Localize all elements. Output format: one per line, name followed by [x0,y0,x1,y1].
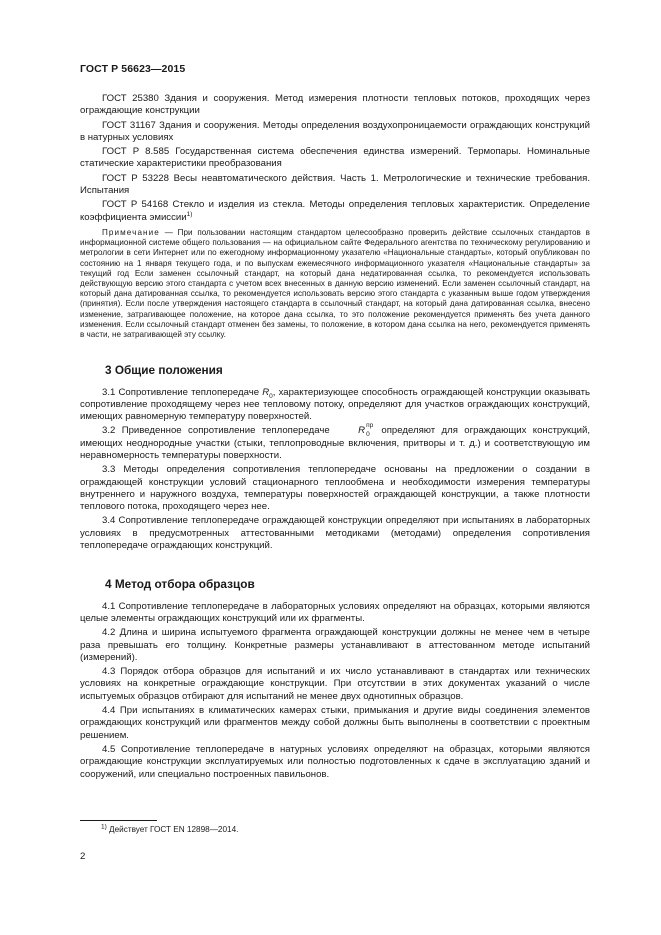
paragraph-4-1: 4.1 Сопротивление теплопередаче в лабораторных условиях определяют на образцах, которыми являются целые элементы ограждающих конструкций или их фрагменты. [80,600,590,624]
symbol-r: R [358,425,366,437]
paragraph-text: , характеризующее способность ограждающей конструкции оказывать сопротивление проходящему через нее тепловому потоку, определяют для участков ограждающих конструкций, имеющих равномерную температуру поверхностей. [80,386,590,423]
symbol-subscript: 0 [269,392,273,400]
symbol-superscript: пр [366,422,374,430]
footnote-marker: 1) [186,210,193,218]
symbol-subscript: 0 [366,431,370,439]
document-body [80,93,590,783]
footnote-divider [80,820,157,821]
page-number: 2 [80,851,86,862]
document-header: ГОСТ Р 56623—2015 [80,63,186,75]
reference-gost-r-53228: ГОСТ Р 53228 Весы неавтоматического действия. Часть 1. Метрологические и технические требования. Испытания [80,172,590,197]
reference-gost-r-54168 [80,199,590,224]
reference-gost-r-8-585: ГОСТ Р 8.585 Государственная система обеспечения единства измерений. Термопары. Номинальные статические характеристики преобразования [80,146,590,170]
paragraph-3-4: 3.4 Сопротивление теплопередаче ограждающей конструкции определяют при испытаниях в лабораторных условиях в предусмотренных аттестованными методиками (методами) определения сопротивления теплопередаче ограждающих конструкций. [80,515,590,552]
section-4-heading: 4 Метод отбора образцов [105,577,255,592]
reference-gost-31167: ГОСТ 31167 Здания и сооружения. Методы определения воздухопроницаемости ограждающих конструкций в натурных условиях [80,119,590,143]
note-text: — При пользовании настоящим стандартом целесообразно проверить действие ссылочных стандартов в информационной системе общего пользования — на официальном сайте Федерального агентства по техническому регулированию и метрологии в сети Интернет или по ежегодному информационному указателю «Национальные стандарты», который опубликован по состоянию на 1 января текущего года, и по выпускам ежемесячного информационного указателя «Национальные стандарты» за текущий год Если заменен ссылочный стандарт, на который дана недатированная ссылка, то рекомендуется использовать действующую версию этого стандарта с учетом всех внесенных в данную версию изменений. Если заменен ссылочный стандарт, на который дана датированная ссылка, то рекомендуется использовать версию этого стандарта с указанным выше годом утверждения (принятия). Если после утверждения настоящего стандарта в ссылочный стандарт, на который дана датированная ссылка, внесено изменение, затрагивающее положение, на которое дана ссылка, то это положение рекомендуется применять без учета данного изменения. Если ссылочный стандарт отменен без замены, то положение, в котором дана ссылка на него, рекомендуется применять в части, не затрагивающей эту ссылку. [80,227,590,339]
reference-text: ГОСТ Р 54168 Стекло и изделия из стекла. Методы определения тепловых характеристик. Определение коэффициента эмиссии [80,199,590,223]
paragraph-text: 3.1 Сопротивление теплопередаче [102,386,263,398]
paragraph-4-4: 4.4 При испытаниях в климатических камерах стыки, примыкания и другие виды соединения элементов ограждающих конструкций или фрагментов между собой должны быть выполнены в соответствии с проектным решением. [80,705,590,741]
symbol-r-reduced [336,422,375,439]
note-block [80,228,590,340]
paragraph-4-3: 4.3 Порядок отбора образцов для испытаний и их число устанавливают в стандартах или технических условиях на конкретные ограждающие конструкции. При отсутствии в этих документах указаний о числе испытуемых образцов отбирают для испытаний не менее двух однотипных образцов. [80,666,590,702]
paragraph-text: 3.2 Приведенное сопротивление теплопередаче [102,425,337,437]
symbol-r: R [262,386,270,398]
paragraph-4-5: 4.5 Сопротивление теплопередаче в натурных условиях определяют на образцах, которыми являются ограждающие конструкции эксплуатируемых или полностью подготовленных к сдаче в эксплуатацию зданий и сооружений, или специально построенных павильонов. [80,743,590,780]
footnote-mark: 1) [101,823,107,831]
paragraph-text: определяют для ограждающих конструкций, имеющих неоднородные участки (стыки, теплопроводные включения, притворы и т. д.) и соответствующую им неравномерность температуры поверхности. [80,425,590,461]
paragraph-3-1 [80,387,590,424]
section-3-heading: 3 Общие положения [105,363,223,378]
footnote [101,825,238,834]
footnote-text: Действует ГОСТ EN 12898—2014. [106,825,239,834]
paragraph-4-2: 4.2 Длина и ширина испытуемого фрагмента ограждающей конструкции должны не менее чем в четыре раза превышать его толщину. Конкретные размеры устанавливают в аттестованном методе испытаний (измерений). [80,627,590,663]
note-label: Примечание [102,227,160,237]
paragraph-3-3: 3.3 Методы определения сопротивления теплопередаче основаны на предложении о создании в ограждающей конструкции условий стационарного теплообмена и необходимости измерения температуры внутреннего и наружного воздуха, температуры поверхностей ограждающей конструкции, а также плотности теплового потока, проходящего через нее. [80,464,590,513]
reference-gost-25380: ГОСТ 25380 Здания и сооружения. Метод измерения плотности тепловых потоков, проходящих через ограждающие конструкции [80,93,590,117]
paragraph-3-2 [80,422,590,462]
